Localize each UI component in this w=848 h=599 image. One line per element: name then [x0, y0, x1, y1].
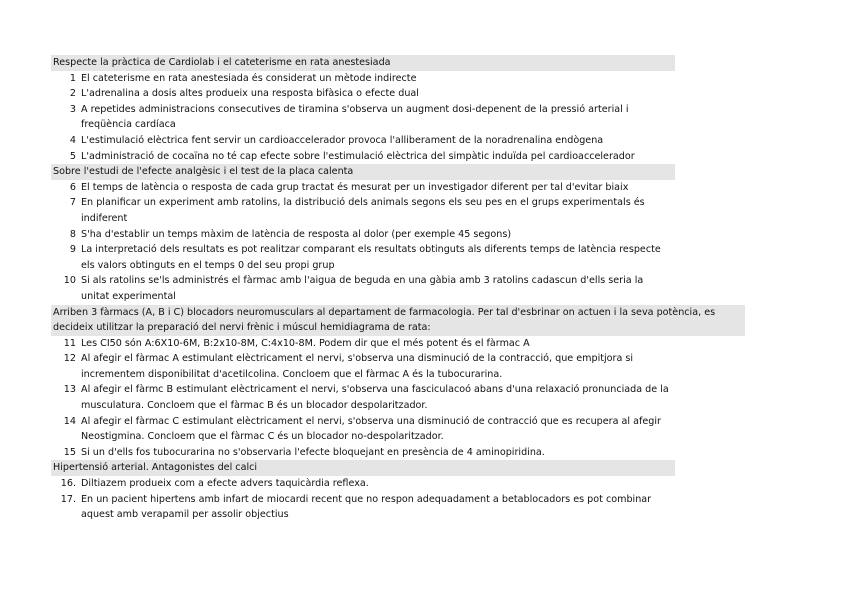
section-header: Respecte la pràctica de Cardiolab i el cateterisme en rata anestesiada — [51, 55, 675, 71]
item-number: 16. — [60, 478, 76, 490]
item-text: En un pacient hipertens amb infart de miocardi recent que no respon adequadament a betablocadors es pot combinar aquest amb verapamil per assolir objectius — [81, 493, 652, 521]
section-header: Hipertensió arterial. Antagonistes del calci — [51, 460, 675, 476]
item-text: Diltiazem produeix com a efecte advers taquicàrdia reflexa. — [81, 478, 369, 490]
item-number: 13 — [63, 384, 76, 396]
item-number: 6 — [69, 181, 76, 193]
item-number: 3 — [69, 103, 76, 115]
item-text: El cateterisme en rata anestesiada és considerat un mètode indirecte — [81, 72, 417, 84]
list-item — [51, 273, 745, 304]
list-item — [51, 242, 745, 273]
section-analgesic — [51, 164, 745, 304]
section-header: Arriben 3 fàrmacs (A, B i C) blocadors neuromusculars al departament de farmacologia. Per tal d'esbrinar on actuen i la seva potència, es decideix utilitzar la preparació del nervi frènic i múscul hemidiagrama de rata: — [51, 305, 745, 336]
item-number: 4 — [69, 134, 76, 146]
item-number: 9 — [69, 244, 76, 256]
list-item — [51, 86, 745, 102]
list-item — [51, 445, 745, 461]
item-number: 5 — [69, 150, 76, 162]
list-item — [51, 476, 745, 492]
item-text: Al afegir el fàrmc B estimulant elèctricament el nervi, s'observa una fasciculacoó abans d'una relaxació pronunciada de la musculatura. Concloem que el fàrmac B és un blocador despolaritzador. — [81, 384, 669, 412]
item-number: 11 — [63, 337, 76, 349]
item-text: Si un d'ells fos tubocurarina no s'observaria l'efecte bloquejant en presència de 4 aminopiridina. — [81, 446, 545, 458]
item-number: 8 — [69, 228, 76, 240]
list-item — [51, 102, 745, 133]
list-item — [51, 351, 745, 382]
item-text: Al afegir el fàrmac C estimulant elèctricament el nervi, s'observa una disminució de contracció que es recupera al afegir Neostigmina. Concloem que el fàrmac C és un blocador no-despolaritzador. — [81, 415, 662, 443]
item-number: 10 — [63, 275, 76, 287]
item-number: 2 — [69, 88, 76, 100]
item-text: Si als ratolins se'ls administrés el fàrmac amb l'aigua de beguda en una gàbia amb 3 ratolins cadascun d'ells seria la unitat experimental — [81, 275, 644, 302]
list-item — [51, 180, 745, 196]
list-item — [51, 227, 745, 243]
item-text: L'estimulació elèctrica fent servir un cardioaccelerador provoca l'alliberament de la noradrenalina endògena — [81, 134, 604, 146]
section-neuromuscular — [51, 305, 745, 461]
item-number: 7 — [69, 197, 76, 209]
item-number: 1 — [69, 72, 76, 84]
list-item — [51, 133, 745, 149]
section-hypertension — [51, 460, 745, 522]
item-text: Al afegir el fàrmac A estimulant elèctricament el nervi, s'observa una disminució de la contracció, que empitjora si incrementem disponibilitat d'acetilcolina. Concloem que el fàrmac A és la tubocurarina. — [81, 353, 634, 380]
list-item — [51, 414, 745, 445]
item-number: 14 — [63, 415, 76, 427]
list-item — [51, 382, 745, 413]
item-text: Les CI50 són A:6X10-6M, B:2x10-8M, C:4x10-8M. Podem dir que el més potent és el fàrmac A — [81, 337, 530, 349]
list-item — [51, 336, 745, 352]
list-item — [51, 195, 745, 226]
item-text: En planificar un experiment amb ratolins, la distribució dels animals segons els seu pes en el grups experimentals és indiferent — [81, 197, 645, 224]
item-text: L'adrenalina a dosis altes produeix una resposta bifàsica o efecte dual — [81, 88, 419, 100]
item-number: 12 — [63, 353, 76, 365]
item-text: L'administració de cocaïna no té cap efecte sobre l'estimulació elèctrica del simpàtic induïda pel cardioaccelerador — [81, 150, 635, 162]
list-item — [51, 149, 745, 165]
section-header: Sobre l'estudi de l'efecte analgèsic i el test de la placa calenta — [51, 164, 675, 180]
list-item — [51, 71, 745, 87]
item-number: 17. — [60, 493, 76, 505]
item-text: A repetides administracions consecutives de tiramina s'observa un augment dosi-depenent de la pressió arterial i freqüència cardíaca — [81, 103, 629, 131]
section-cardiolab — [51, 55, 745, 164]
list-item — [51, 492, 745, 523]
item-text: S'ha d'establir un temps màxim de latència de resposta al dolor (per exemple 45 segons) — [81, 228, 512, 240]
item-text: La interpretació dels resultats es pot realitzar comparant els resultats obtinguts als diferents temps de latència respecte els valors obtinguts en el temps 0 del seu propi grup — [81, 244, 661, 271]
item-number: 15 — [63, 446, 76, 458]
item-text: El temps de latència o resposta de cada grup tractat és mesurat per un investigador diferent per tal d'evitar biaix — [81, 181, 629, 193]
question-document — [51, 55, 745, 523]
